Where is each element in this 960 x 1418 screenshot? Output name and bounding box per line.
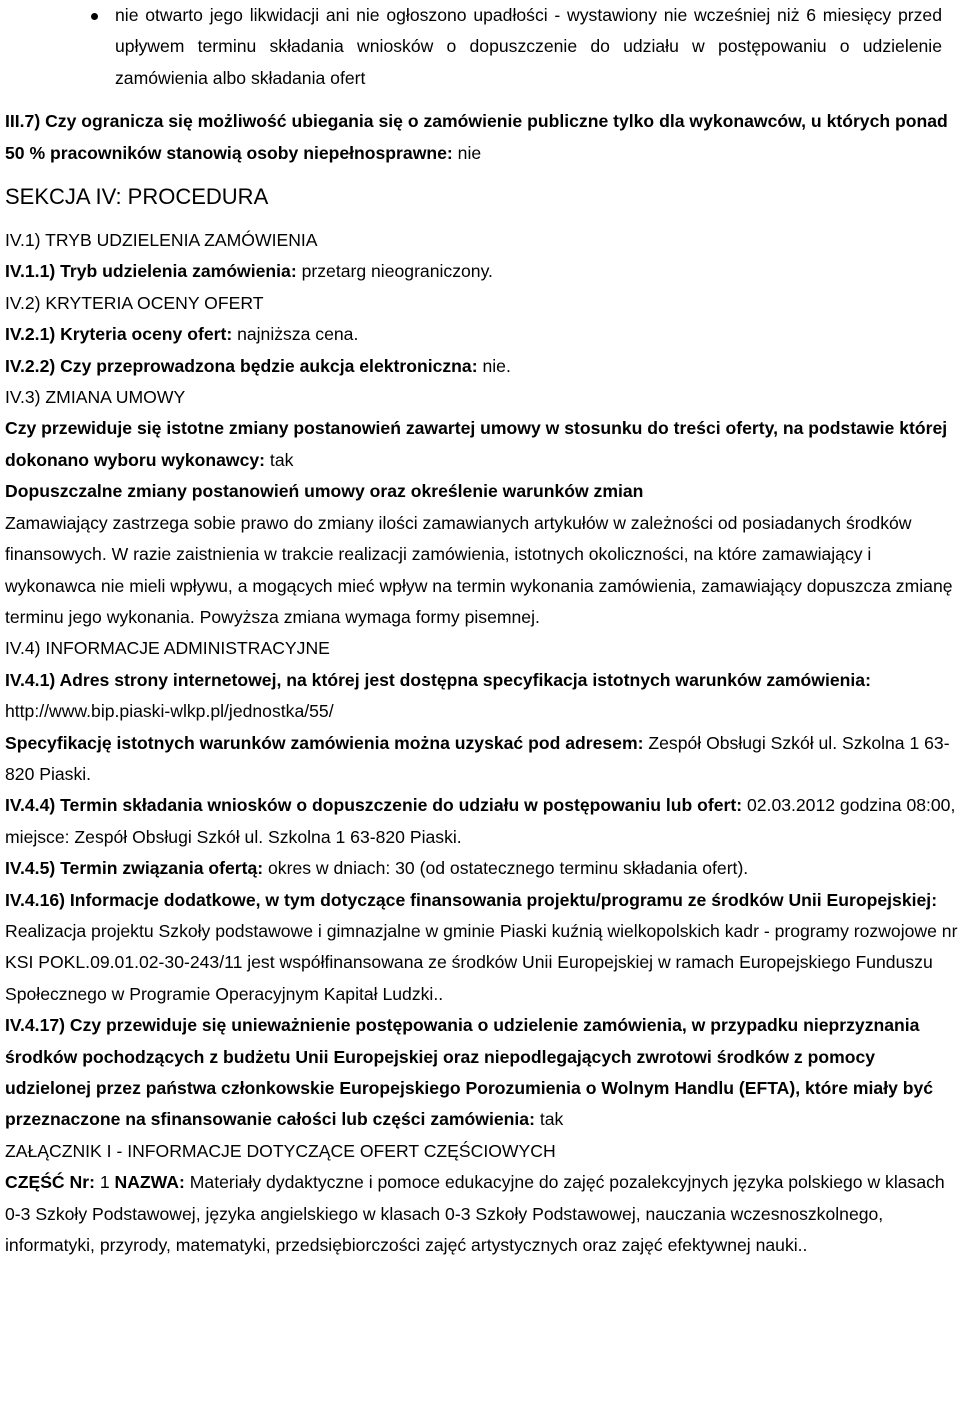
iv2-heading: IV.2) KRYTERIA OCENY OFERT <box>5 292 264 313</box>
annex-name-label: NAZWA: <box>114 1172 185 1193</box>
iv22-label: IV.2.2) Czy przeprowadzona będzie aukcja elektroniczna: <box>5 355 478 376</box>
iv41-value: http://www.bip.piaski-wlkp.pl/jednostka/55/ <box>5 701 334 722</box>
iv21-value: najniższa cena. <box>232 324 359 345</box>
spec-value: Zespół Obsługi Szkół ul. Szkolna 1 63-820 Piaski. <box>5 732 950 784</box>
iv41-label: IV.4.1) Adres strony internetowej, na której jest dostępna specyfikacja istotnych warunków zamówienia: <box>5 669 871 690</box>
bullet-text: nie otwarto jego likwidacji ani nie ogłoszono upadłości - wystawiony nie wcześniej niż 6 miesięcy przed upływem terminu składania wniosków o dopuszczenie do udziału w postępowaniu o udzielenie zamówienia albo składania ofert <box>115 5 942 88</box>
iv3-question <box>5 413 960 476</box>
spec-label: Specyfikację istotnych warunków zamówienia można uzyskać pod adresem: <box>5 732 644 753</box>
bullet-dot-icon <box>91 13 98 20</box>
iv416-value: Realizacja projektu Szkoły podstawowe i gimnazjalne w gminie Piaski kuźnią wielkopolskich kadr - programy rozwojowe nr KSI POKL.09.01.02-30-243/11 jest współfinansowana ze środków Unii Europejskiej w ramach Europejskiego Funduszu Społecznego w Programie Operacyjnym Kapitał Ludzki.. <box>5 920 958 1004</box>
iv44-label: IV.4.4) Termin składania wniosków o dopuszczenie do udziału w postępowaniu lub ofert: <box>5 795 743 816</box>
iv11-label: IV.1.1) Tryb udzielenia zamówienia: <box>5 261 297 282</box>
annex-part <box>5 1167 960 1261</box>
iv416 <box>5 885 960 1011</box>
iv21 <box>5 319 960 350</box>
iii7-value: nie <box>452 142 482 163</box>
bullet-item <box>5 0 960 94</box>
annex-part-label: CZĘŚĆ Nr: <box>5 1172 95 1193</box>
iv11 <box>5 256 960 287</box>
iv417 <box>5 1010 960 1136</box>
annex-part-number: 1 <box>94 1172 115 1193</box>
iv3-changes-label <box>5 476 960 507</box>
iv3-changes-label-text: Dopuszczalne zmiany postanowień umowy oraz określenie warunków zmian <box>5 481 644 502</box>
iv21-label: IV.2.1) Kryteria oceny ofert: <box>5 324 233 345</box>
iv45 <box>5 853 960 884</box>
iv3-question-label: Czy przewiduje się istotne zmiany postanowień zawartej umowy w stosunku do treści oferty, na podstawie której dokonano wyboru wykonawcy: <box>5 418 948 470</box>
iv417-value: tak <box>534 1109 564 1130</box>
iv4-heading: IV.4) INFORMACJE ADMINISTRACYJNE <box>5 638 330 659</box>
iii7-label: III.7) Czy ogranicza się możliwość ubiegania się o zamówienie publiczne tylko dla wykonawców, u których ponad 50 % pracowników stanowią osoby niepełnosprawne: <box>5 111 948 163</box>
iv417-label: IV.4.17) Czy przewiduje się unieważnienie postępowania o udzielenie zamówienia, w przypadku nieprzyznania środków pochodzących z budżetu Unii Europejskiej oraz niepodlegających zwrotowi środków z pomocy udzielonej przez państwa członkowskie Europejskiego Porozumienia o Wolnym Handlu (EFTA), które miały być przeznaczone na sfinansowanie całości lub części zamówienia: <box>5 1015 934 1130</box>
iv22 <box>5 351 960 382</box>
iv1-heading: IV.1) TRYB UDZIELENIA ZAMÓWIENIA <box>5 230 318 251</box>
iv44 <box>5 790 960 853</box>
iv3-heading: IV.3) ZMIANA UMOWY <box>5 387 186 408</box>
annex-heading: ZAŁĄCZNIK I - INFORMACJE DOTYCZĄCE OFERT CZĘŚCIOWYCH <box>5 1140 556 1161</box>
iv3-changes-text: Zamawiający zastrzega sobie prawo do zmiany ilości zamawianych artykułów w zależności od posiadanych środków finansowych. W razie zaistnienia w trakcie realizacji zamówienia, istotnych okoliczności, na które zamawiający i wykonawca nie mieli wpływu, a mogących mieć wpływ na termin wykonania zamówienia, zamawiający dopuszcza zmianę terminu jego wykonania. Powyższa zmiana wymaga formy pisemnej. <box>5 512 953 627</box>
iv45-value: okres w dniach: 30 (od ostatecznego terminu składania ofert). <box>263 858 749 879</box>
iv11-value: przetarg nieograniczony. <box>296 261 493 282</box>
iv416-label: IV.4.16) Informacje dodatkowe, w tym dotyczące finansowania projektu/programu ze środków Unii Europejskiej: <box>5 889 938 910</box>
spec-address <box>5 728 960 791</box>
annex-name-value: Materiały dydaktyczne i pomoce edukacyjne do zajęć pozalekcyjnych języka polskiego w klasach 0-3 Szkoły Podstawowej, języka angielskiego w klasach 0-3 Szkoły Podstawowej, nauczania wczesnoszkolnego, informatyki, przyrody, matematyki, przedsiębiorczości zajęć artystycznych oraz zajęć efektywnej nauki.. <box>5 1172 945 1256</box>
iv41 <box>5 665 960 728</box>
iv3-question-value: tak <box>265 449 294 470</box>
iv45-label: IV.4.5) Termin związania ofertą: <box>5 858 264 879</box>
section-iv-title: SEKCJA IV: PROCEDURA <box>5 184 269 210</box>
iv22-value: nie. <box>477 355 511 376</box>
section-iii7 <box>5 106 960 169</box>
iv44-value: 02.03.2012 godzina 08:00, miejsce: Zespół Obsługi Szkół ul. Szkolna 1 63-820 Piaski. <box>5 795 956 847</box>
